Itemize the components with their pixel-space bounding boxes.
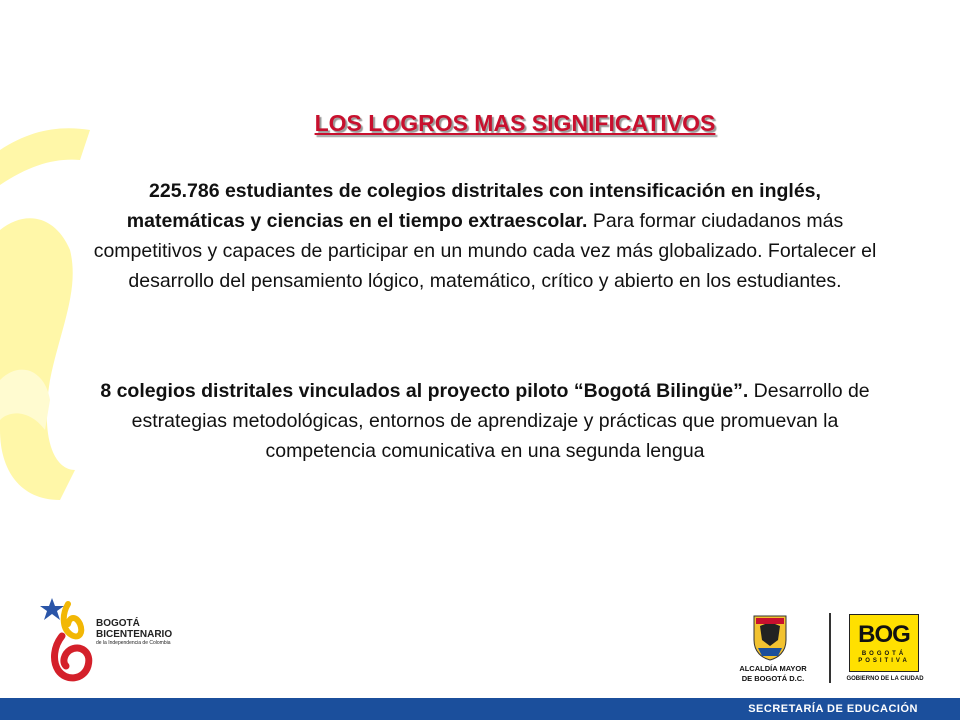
achievement-2-text: Desarrollo de estrategias metodológicas, entornos de aprendizaje y prácticas que promuevan la competencia comunicativa en una segunda lengua bbox=[131, 380, 870, 462]
bogota-positiva-logo bbox=[849, 614, 919, 672]
bicentenario-logo-text bbox=[96, 618, 172, 647]
bogota-positiva-line-2: POSITIVA bbox=[858, 658, 910, 664]
footer-bar bbox=[0, 698, 960, 720]
alcaldia-logo-text bbox=[728, 664, 818, 684]
achievement-paragraph-1 bbox=[90, 176, 880, 296]
achievement-paragraph-2 bbox=[90, 376, 880, 466]
alcaldia-line-1: ALCALDÍA MAYOR bbox=[739, 664, 807, 673]
bicentenario-logo-icon bbox=[40, 594, 96, 684]
gobierno-caption: GOBIERNO DE LA CIUDAD bbox=[846, 676, 924, 682]
logo-divider bbox=[829, 613, 831, 683]
bicentenario-line-1: BOGOTÁ bbox=[96, 618, 140, 629]
bogota-positiva-sub bbox=[850, 651, 918, 665]
alcaldia-shield-icon bbox=[738, 612, 802, 662]
achievement-2-highlight: 8 colegios distritales vinculados al proyecto piloto “Bogotá Bilingüe”. bbox=[100, 380, 749, 402]
footer-text: SECRETARÍA DE EDUCACIÓN bbox=[748, 703, 918, 715]
alcaldia-line-2: DE BOGOTÁ D.C. bbox=[741, 674, 805, 683]
bicentenario-line-3: de la Independencia de Colombia bbox=[96, 640, 171, 646]
achievement-1-highlight: 225.786 estudiantes de colegios distritales con intensificación en inglés, matemáticas y ciencias en el tiempo extraescolar. bbox=[126, 180, 821, 232]
bogota-positiva-line-1: BOGOTÁ bbox=[861, 651, 907, 657]
page-title: LOS LOGROS MAS SIGNIFICATIVOS bbox=[314, 110, 716, 136]
bog-letters: BOG bbox=[858, 621, 910, 648]
bicentenario-line-2: BICENTENARIO bbox=[96, 629, 173, 640]
achievement-1-text: Para formar ciudadanos más competitivos y capaces de participar en un mundo cada vez más globalizado. Fortalecer el desarrollo del pensamiento lógico, matemático, crítico y abierto en los estudiantes. bbox=[93, 210, 877, 292]
